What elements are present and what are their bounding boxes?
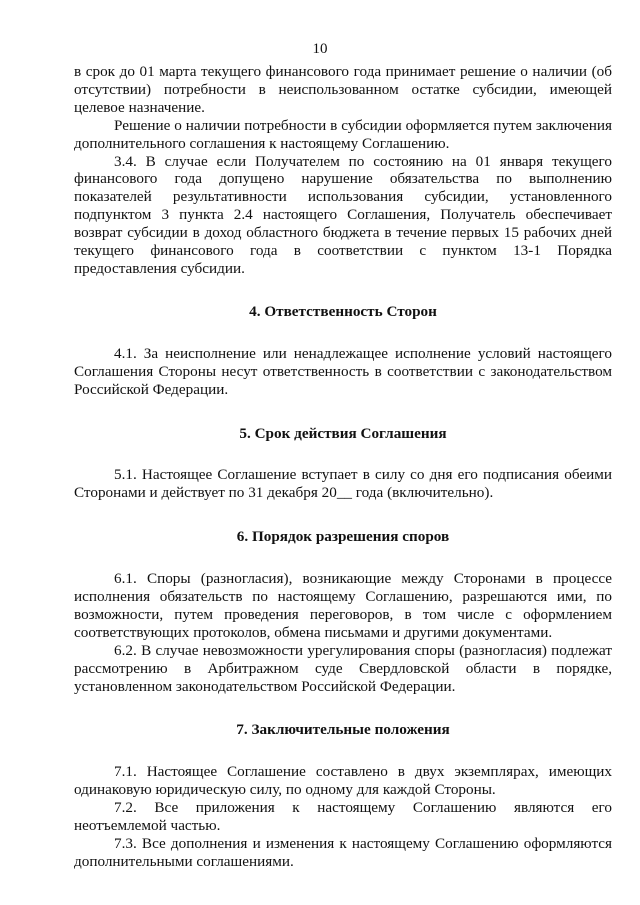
paragraph-continuation: в срок до 01 марта текущего финансового года принимает решение о наличии (об отсутствии) потребности в неиспользованном остатке субсидии, имеющей целевое назначение. — [74, 63, 612, 116]
page-number: 10 — [312, 41, 328, 57]
paragraph-7-2-line2: неотъемлемой частью. — [74, 817, 221, 835]
paragraph-4-1: 4.1. За неисполнение или ненадлежащее исполнение условий настоящего Соглашения Стороны несут ответственность в соответствии с законодательством Российской Федерации. — [74, 344, 612, 398]
paragraph-decision: Решение о наличии потребности в субсидии оформляется путем заключения дополнительного соглашения к настоящему Соглашению. — [74, 116, 612, 152]
paragraph-7-1: 7.1. Настоящее Соглашение составлено в двух экземплярах, имеющих одинаковую юридическую силу, по одному для каждой Стороны. — [74, 763, 612, 799]
section-heading-6: 6. Порядок разрешения споров — [236, 528, 450, 546]
document-body — [74, 63, 612, 871]
paragraph-7-2-line1: 7.2. Все приложения к настоящему Соглашению являются его — [114, 799, 612, 817]
section-heading-7: 7. Заключительные положения — [236, 721, 450, 739]
section-heading-5: 5. Срок действия Соглашения — [239, 424, 447, 442]
paragraph-6-2: 6.2. В случае невозможности урегулирования споры (разногласия) подлежат рассмотрению в Арбитражном суде Свердловской области в порядке, установленном законодательством Российской Федерации. — [74, 641, 612, 695]
paragraph-5-1: 5.1. Настоящее Соглашение вступает в силу со дня его подписания обеими Сторонами и действует по 31 декабря 20__ года (включительно). — [74, 466, 612, 502]
paragraph-7-3: 7.3. Все дополнения и изменения к настоящему Соглашению оформляются дополнительными соглашениями. — [74, 835, 612, 870]
paragraph-6-1: 6.1. Споры (разногласия), возникающие между Сторонами в процессе исполнения обязательств по настоящему Соглашению, разрешаются ими, по возможности, путем проведения переговоров, в том числе с оформлением соответствующих протоколов, обмена письмами и другими документами. — [74, 570, 612, 641]
paragraph-3-4: 3.4. В случае если Получателем по состоянию на 01 января текущего финансового года допущено нарушение обязательства по выполнению показателей результативности использования субсидии, установленного подпунктом 3 пункта 2.4 настоящего Соглашения, Получатель обеспечивает возврат субсидии в доход областного бюджета в течение первых 15 рабочих дней текущего финансового года в соответствии с пунктом 13-1 Порядка предоставления субсидии. — [74, 152, 612, 277]
section-heading-4: 4. Ответственность Сторон — [249, 302, 437, 320]
